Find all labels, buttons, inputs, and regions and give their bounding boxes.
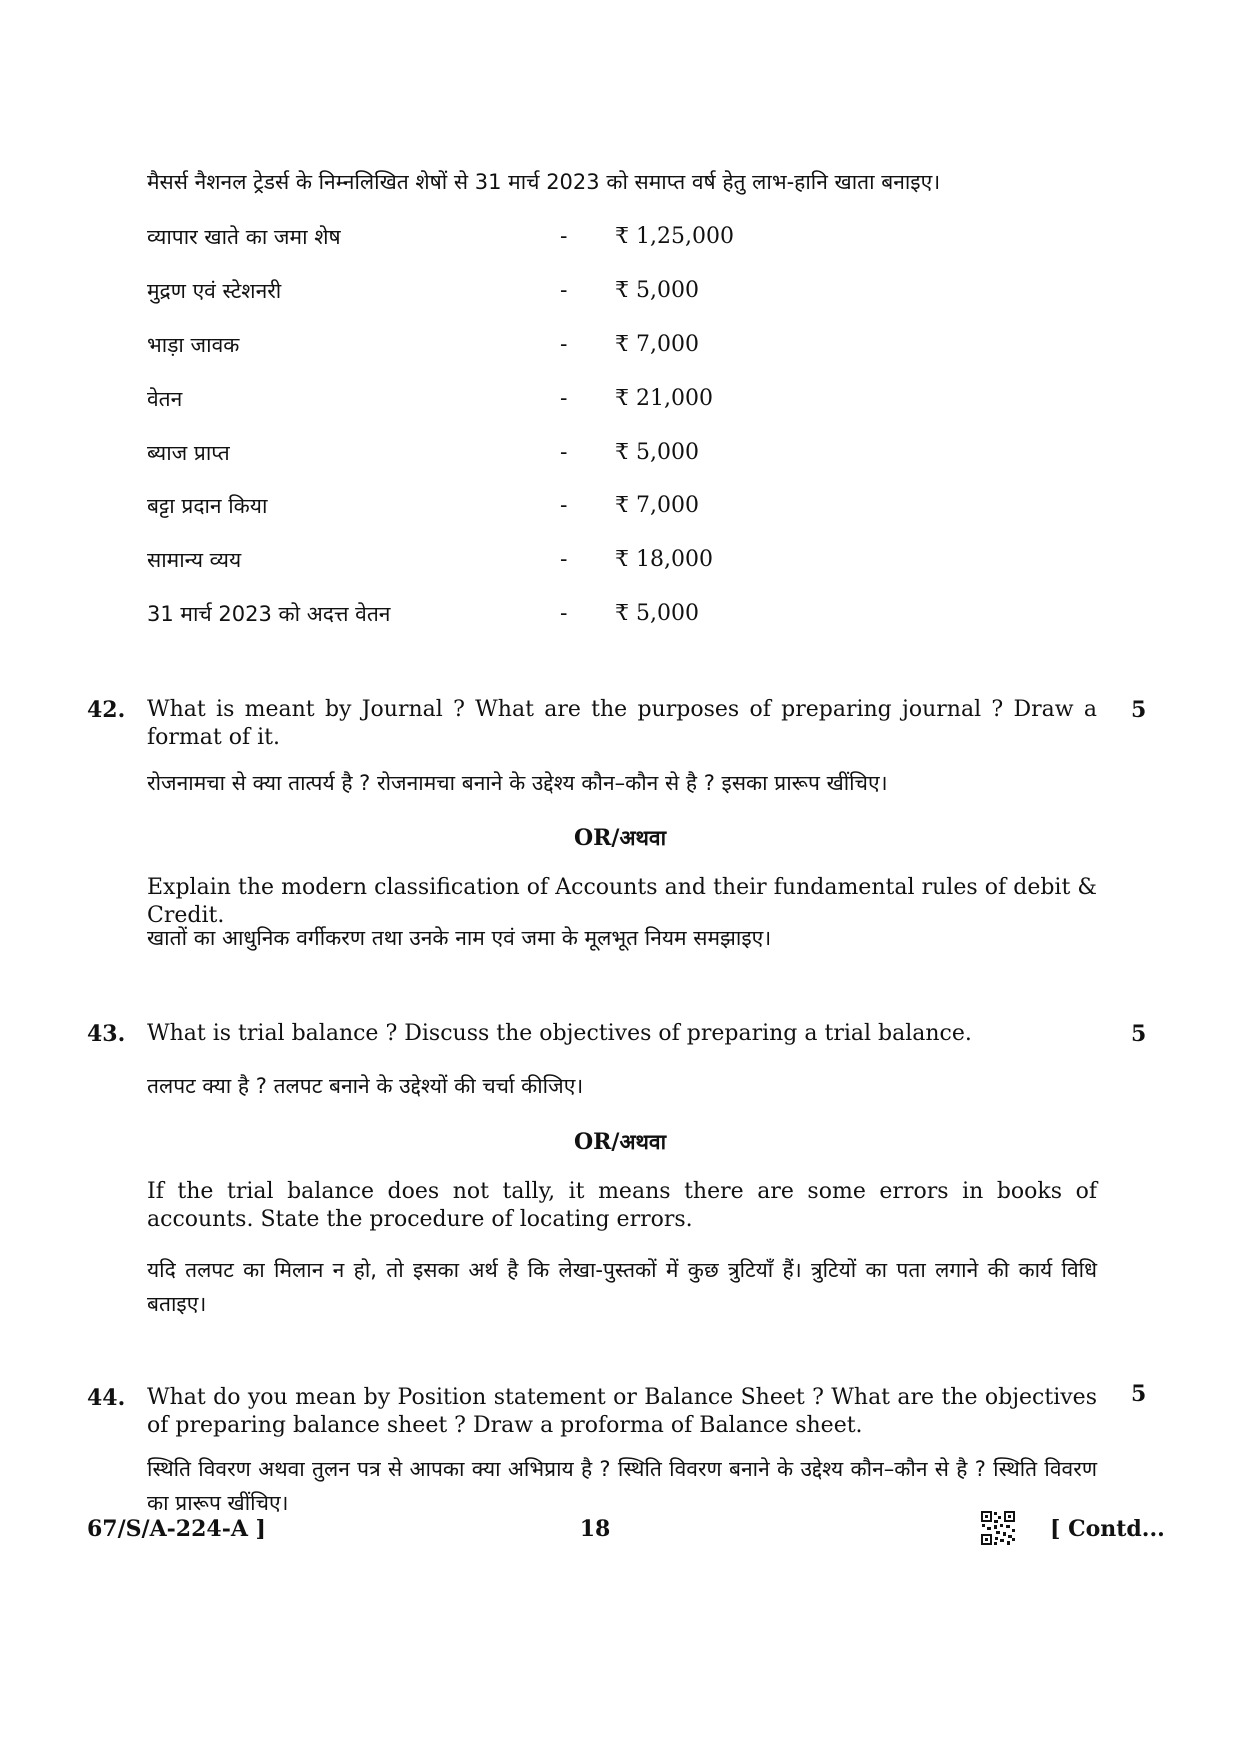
question-text-hindi: रोजनामचा से क्या तात्पर्य है ? रोजनामचा बनाने के उद्देश्य कौन–कौन से है ? इसका प्रारूप खींचिए। xyxy=(147,771,888,795)
balance-dash: - xyxy=(560,386,568,411)
balance-amount: ₹ 1,25,000 xyxy=(615,224,734,249)
balance-dash: - xyxy=(560,601,568,626)
question-number: 42. xyxy=(87,697,126,723)
question-marks: 5 xyxy=(1131,1381,1147,1407)
balance-dash: - xyxy=(560,547,568,572)
or-label-hindi: अथवा xyxy=(619,826,667,850)
or-label-hindi: अथवा xyxy=(619,1130,667,1154)
pl-account-instruction: मैसर्स नैशनल ट्रेडर्स के निम्नलिखित शेषों से 31 मार्च 2023 को समाप्त वर्ष हेतु लाभ-हानि खाता बनाइए। xyxy=(147,170,941,194)
question-number: 44. xyxy=(87,1385,126,1411)
balance-amount: ₹ 7,000 xyxy=(615,493,699,518)
question-text-english: What do you mean by Position statement or Balance Sheet ? What are the objectives of preparing balance sheet ? Draw a proforma of Balance sheet. xyxy=(147,1385,1097,1438)
balance-amount: ₹ 21,000 xyxy=(615,386,713,411)
balance-label: व्यापार खाते का जमा शेष xyxy=(147,225,341,249)
question-text-english: What is meant by Journal ? What are the purposes of preparing journal ? Draw a format of it. xyxy=(147,697,1097,750)
balance-amount: ₹ 18,000 xyxy=(615,547,713,572)
page-number: 18 xyxy=(579,1516,611,1542)
or-label-english: OR/ xyxy=(573,825,620,851)
question-text-hindi: तलपट क्या है ? तलपट बनाने के उद्देश्यों की चर्चा कीजिए। xyxy=(147,1074,584,1098)
alternative-question-hindi: यदि तलपट का मिलान न हो, तो इसका अर्थ है कि लेखा-पुस्तकों में कुछ त्रुटियाँ हैं। त्रुटियों का पता लगाने की कार्य विधि बताइए। xyxy=(147,1258,1097,1316)
balance-amount: ₹ 5,000 xyxy=(615,440,699,465)
paper-code: 67/S/A-224-A ] xyxy=(87,1516,266,1542)
or-separator xyxy=(0,1128,1240,1156)
alternative-question-english: If the trial balance does not tally, it means there are some errors in books of accounts. State the procedure of locating errors. xyxy=(147,1179,1097,1232)
balance-label: 31 मार्च 2023 को अदत्त वेतन xyxy=(147,602,391,626)
balance-dash: - xyxy=(560,332,568,357)
question-marks: 5 xyxy=(1131,697,1147,723)
question-marks: 5 xyxy=(1131,1021,1147,1047)
balance-dash: - xyxy=(560,224,568,249)
question-text-english: What is trial balance ? Discuss the objectives of preparing a trial balance. xyxy=(147,1021,972,1046)
balance-label: ब्याज प्राप्त xyxy=(147,441,230,465)
alternative-question-english: Explain the modern classification of Accounts and their fundamental rules of debit & Credit. xyxy=(147,875,1097,928)
balance-dash: - xyxy=(560,278,568,303)
balance-label: बट्टा प्रदान किया xyxy=(147,494,268,518)
balance-dash: - xyxy=(560,440,568,465)
alternative-question-hindi: खातों का आधुनिक वर्गीकरण तथा उनके नाम एवं जमा के मूलभूत नियम समझाइए। xyxy=(147,926,772,950)
qr-code-icon xyxy=(980,1510,1016,1546)
or-separator xyxy=(0,824,1240,852)
question-text-hindi: स्थिति विवरण अथवा तुलन पत्र से आपका क्या अभिप्राय है ? स्थिति विवरण बनाने के उद्देश्य कौन–कौन से है ? स्थिति विवरण का प्रारूप खींचिए। xyxy=(147,1457,1097,1515)
balance-label: वेतन xyxy=(147,387,183,411)
balance-label: भाड़ा जावक xyxy=(147,333,240,357)
balance-amount: ₹ 5,000 xyxy=(615,601,699,626)
balance-label: सामान्य व्यय xyxy=(147,548,242,572)
balance-amount: ₹ 7,000 xyxy=(615,332,699,357)
balance-amount: ₹ 5,000 xyxy=(615,278,699,303)
or-label-english: OR/ xyxy=(573,1129,620,1155)
continued-label: [ Contd... xyxy=(1050,1516,1165,1542)
balance-dash: - xyxy=(560,493,568,518)
question-number: 43. xyxy=(87,1021,126,1047)
balance-label: मुद्रण एवं स्टेशनरी xyxy=(147,279,282,303)
